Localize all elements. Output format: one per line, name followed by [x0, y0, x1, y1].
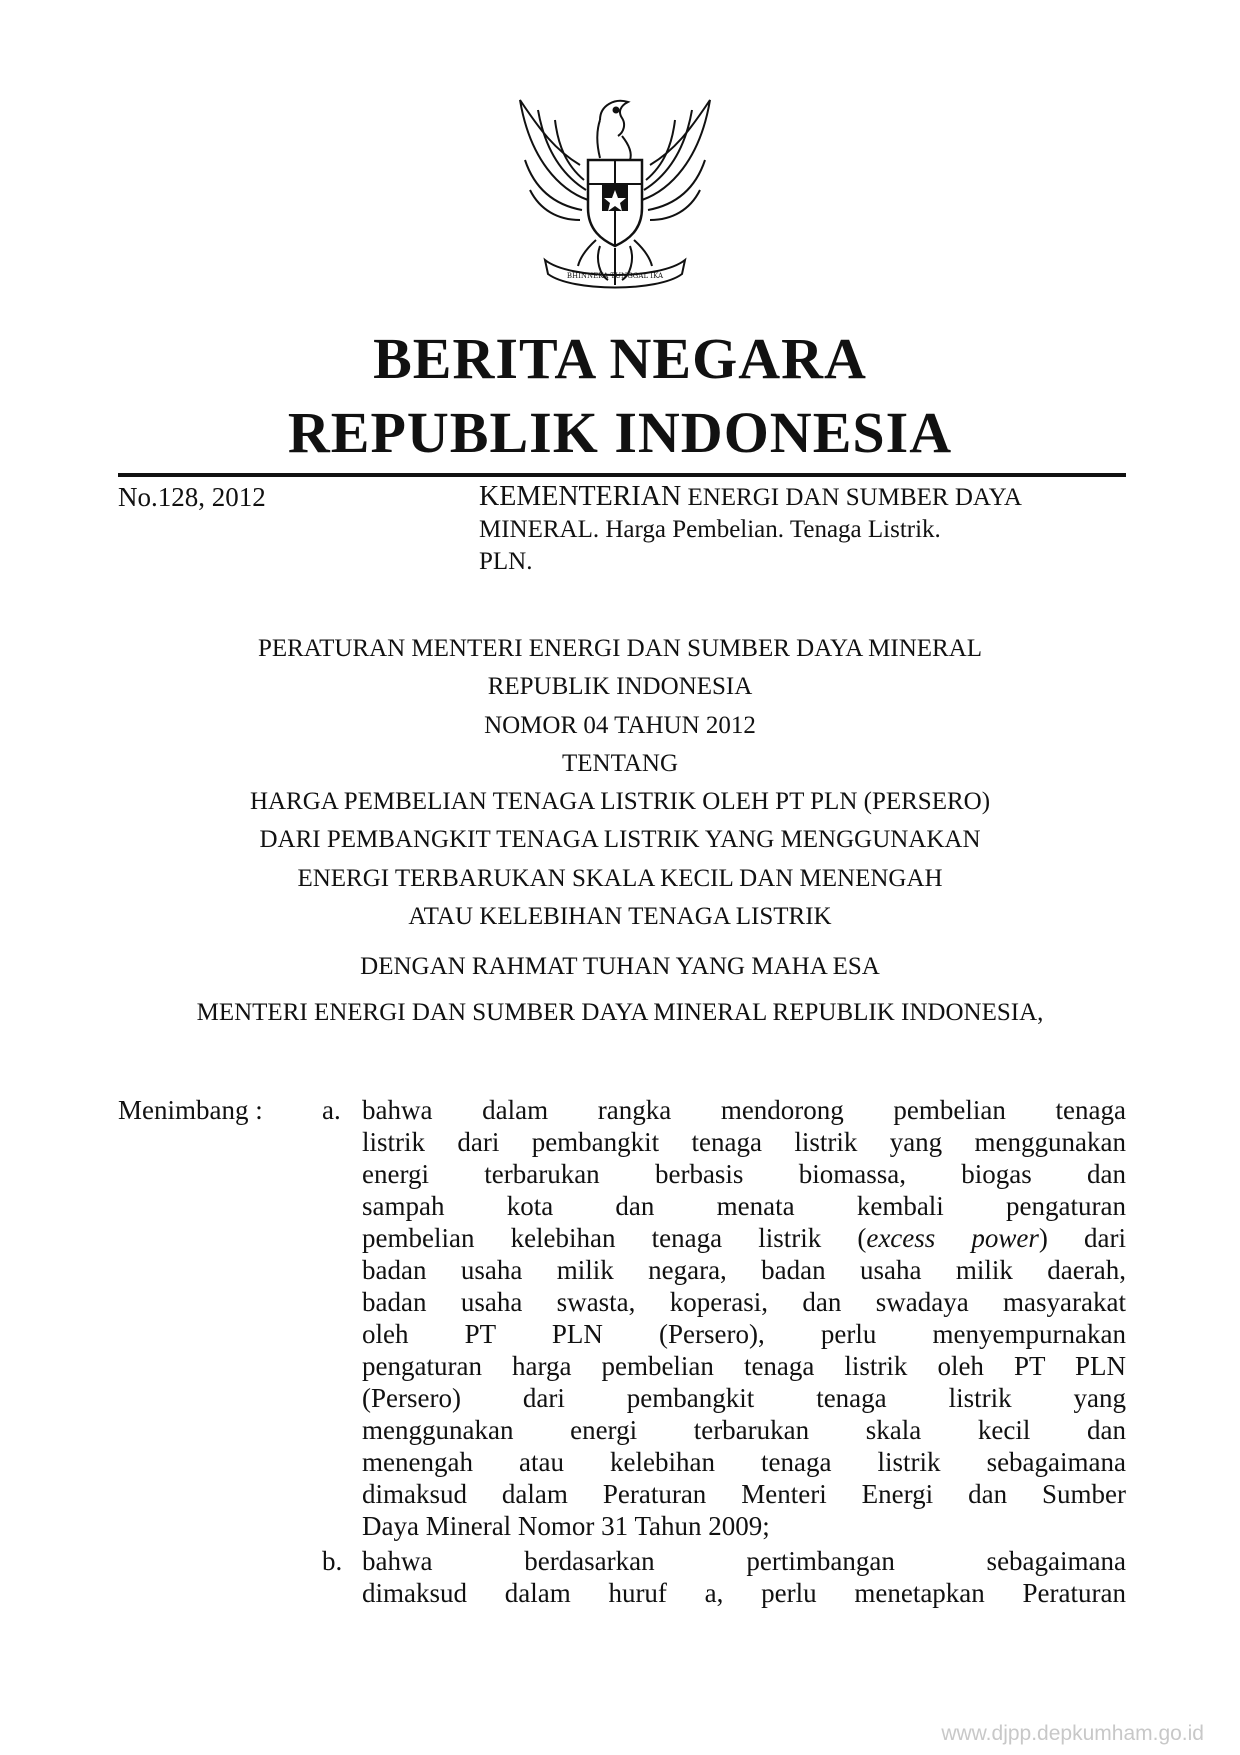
invocation: DENGAN RAHMAT TUHAN YANG MAHA ESA: [360, 953, 880, 980]
item-a-line: sampah kota dan menata kembali pengaturan: [362, 1191, 1126, 1221]
item-a-line: badan usaha swasta, koperasi, dan swadaya masyarakat: [362, 1287, 1126, 1317]
emblem-motto: BHINNEKA TUNGGAL IKA: [566, 272, 664, 280]
item-a-italic-term: excess power: [866, 1223, 1039, 1253]
summary-line3: PLN.: [479, 548, 533, 575]
summary-line2: MINERAL. Harga Pembelian. Tenaga Listrik.: [479, 516, 941, 543]
garuda-pancasila-icon: [500, 80, 730, 305]
regulation-heading: [0, 630, 1240, 936]
gazette-title-line1: BERITA NEGARA: [373, 326, 867, 391]
item-b-letter: b.: [322, 1546, 343, 1576]
header-divider: [118, 473, 1126, 477]
item-a-text: [362, 1094, 1126, 1542]
item-a-line: menengah atau kelebihan tenaga listrik sebagaimana: [362, 1447, 1126, 1477]
item-a-line-part: ) dari: [1038, 1223, 1127, 1253]
gazette-summary: [479, 481, 1126, 578]
gazette-number: No.128, 2012: [118, 482, 266, 512]
item-a-line-part: pembelian kelebihan tenaga listrik (: [362, 1223, 867, 1253]
item-a-line-mixed: [362, 1222, 1126, 1254]
item-a-line: energi terbarukan berbasis biomassa, biogas dan: [362, 1159, 1126, 1189]
item-b-text: [362, 1545, 1126, 1609]
watermark: www.djpp.depkumham.go.id: [941, 1722, 1204, 1745]
item-a-line: listrik dari pembangkit tenaga listrik yang menggunakan: [362, 1127, 1126, 1157]
regulation-line: HARGA PEMBELIAN TENAGA LISTRIK OLEH PT PLN (PERSERO): [249, 788, 991, 816]
item-b-line: bahwa berdasarkan pertimbangan sebagaimana: [362, 1546, 1126, 1576]
regulation-line: ENERGI TERBARUKAN SKALA KECIL DAN MENENGAH: [297, 864, 943, 892]
item-a-letter: a.: [322, 1095, 341, 1125]
item-a-line: dimaksud dalam Peraturan Menteri Energi dan Sumber: [362, 1479, 1126, 1509]
minister-line: MENTERI ENERGI DAN SUMBER DAYA MINERAL REPUBLIK INDONESIA,: [196, 999, 1044, 1026]
regulation-line: DARI PEMBANGKIT TENAGA LISTRIK YANG MENGGUNAKAN: [259, 826, 981, 854]
summary-line1-rest: ENERGI DAN SUMBER DAYA: [681, 484, 1022, 511]
regulation-line: PERATURAN MENTERI ENERGI DAN SUMBER DAYA MINERAL: [257, 635, 983, 662]
menimbang-label: Menimbang :: [118, 1095, 263, 1125]
item-a-line: badan usaha milik negara, badan usaha milik daerah,: [362, 1255, 1126, 1285]
regulation-line: ATAU KELEBIHAN TENAGA LISTRIK: [408, 903, 832, 931]
item-a-line: bahwa dalam rangka mendorong pembelian tenaga: [362, 1095, 1126, 1125]
regulation-line: TENTANG: [561, 749, 679, 777]
regulation-line: NOMOR 04 TAHUN 2012: [484, 711, 756, 739]
gazette-title-line2: REPUBLIK INDONESIA: [287, 400, 953, 465]
item-a-line: menggunakan energi terbarukan skala kecil dan: [362, 1415, 1126, 1445]
item-b-line: dimaksud dalam huruf a, perlu menetapkan Peraturan: [362, 1578, 1126, 1608]
item-a-line: oleh PT PLN (Persero), perlu menyempurnakan: [362, 1319, 1126, 1349]
item-a-line: Daya Mineral Nomor 31 Tahun 2009;: [362, 1511, 770, 1541]
item-a-line: (Persero) dari pembangkit tenaga listrik yang: [362, 1383, 1126, 1413]
summary-first-word: KEMENTERIAN: [479, 481, 682, 512]
regulation-line: REPUBLIK INDONESIA: [487, 673, 753, 701]
item-a-line: pengaturan harga pembelian tenaga listrik oleh PT PLN: [362, 1351, 1126, 1381]
